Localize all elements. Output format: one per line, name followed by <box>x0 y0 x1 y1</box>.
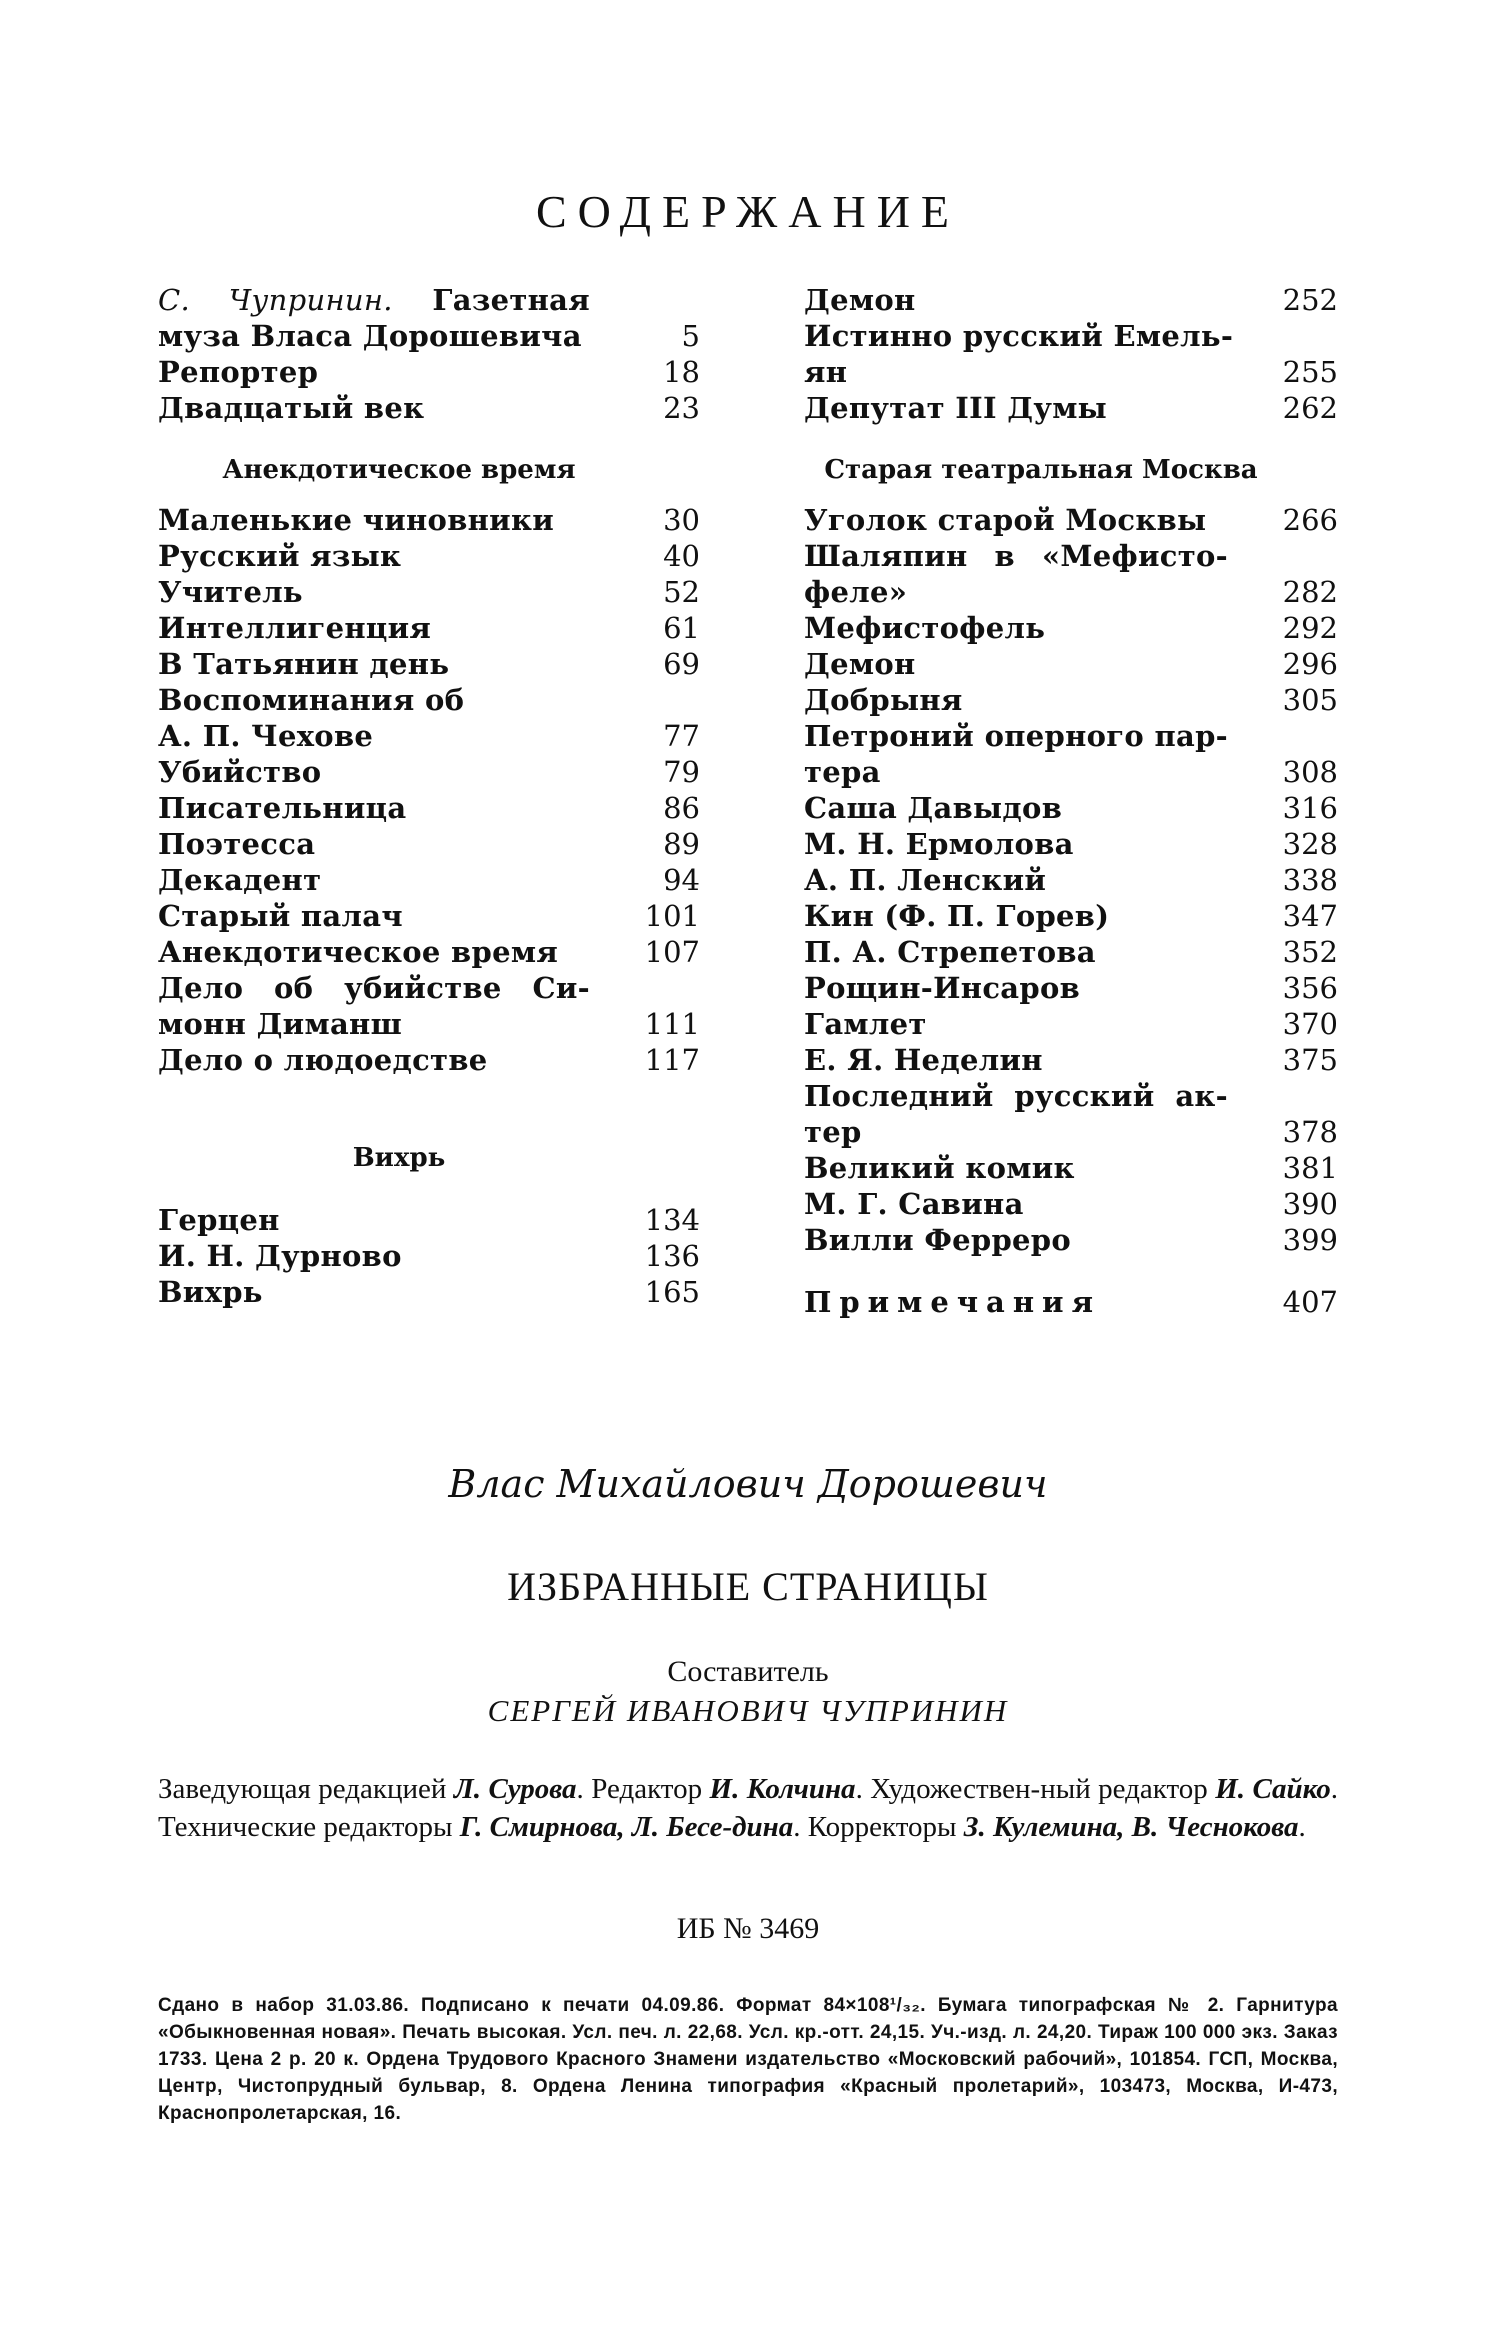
editorial-credits: Заведующая редакцией Л. Сурова. Редактор И. Колчина. Художествен-ный редактор И. Сайко. Технические редакторы Г. Смирнова, Л. Бесе-дина. Корректоры З. Кулемина, В. Чеснокова. <box>158 1773 1338 1843</box>
toc-entry-page: 375 <box>1282 1043 1338 1077</box>
toc-entry-page: 255 <box>1282 355 1338 389</box>
toc-entry-page: 356 <box>1282 971 1338 1005</box>
toc-entry-title: А. П. Ленский <box>804 863 1047 897</box>
toc-entry-page: 30 <box>663 503 700 537</box>
toc-entry-page: 136 <box>644 1239 700 1273</box>
toc-entry-title: Демон <box>804 283 916 317</box>
toc-entry-page: 338 <box>1282 863 1338 897</box>
toc-entry <box>158 1042 700 1078</box>
toc-entry-page: 18 <box>663 355 700 389</box>
toc-entry-page: 94 <box>663 863 700 897</box>
toc-entry-title: Саша Давыдов <box>804 791 1063 825</box>
toc-entry-page: 347 <box>1282 899 1338 933</box>
toc-entry-page: 296 <box>1282 647 1338 681</box>
toc-entry-title: Вилли Ферреро <box>804 1223 1072 1257</box>
compiler-name: СЕРГЕЙ ИВАНОВИЧ ЧУПРИНИН <box>487 1693 1009 1728</box>
toc-entry <box>804 790 1338 826</box>
toc-right-column <box>804 282 1338 1320</box>
toc-entry <box>158 390 700 426</box>
toc-entry-title: тер <box>804 1115 862 1149</box>
toc-entry-title: Интеллигенция <box>158 611 432 645</box>
toc-entry-title: Русский язык <box>158 539 402 573</box>
toc-entry <box>804 682 1338 718</box>
toc-entry-title: Последний русский ак- <box>804 1079 1228 1113</box>
toc-entry-page: 381 <box>1282 1151 1338 1185</box>
toc-entry-title: Писательница <box>158 791 407 825</box>
toc-entry-title: Великий комик <box>804 1151 1075 1185</box>
toc-entry <box>804 754 1338 790</box>
toc-entry <box>804 826 1338 862</box>
toc-entry-page: 266 <box>1282 503 1338 537</box>
toc-entry-title: Дело об убийстве Си- <box>158 971 590 1005</box>
toc-entry-page: 40 <box>663 539 700 573</box>
toc-entry <box>158 502 700 538</box>
imprint-details: Сдано в набор 31.03.86. Подписано к печати 04.09.86. Формат 84×108¹/₃₂. Бумага типографская № 2. Гарнитура «Обыкновенная новая». Печать высокая. Усл. печ. л. 22,68. Усл. кр.-отт. 24,15. Уч.-изд. л. 24,20. Тираж 100 000 экз. Заказ 1733. Цена 2 р. 20 к. Ордена Трудового Красного Знамени издательство «Московский рабочий», 101854. ГСП, Москва, Центр, Чистопрудный бульвар, 8. Ордена Ленина типография «Красный пролетарий», 103473, Москва, И-473, Краснопролетарская, 16. <box>158 1995 1338 2124</box>
toc-entry <box>804 898 1338 934</box>
toc-entry-title: Демон <box>804 647 916 681</box>
toc-entry-page: 316 <box>1282 791 1338 825</box>
toc-entry-title: Петроний оперного пар- <box>804 719 1228 753</box>
toc-entry-page: 86 <box>663 791 700 825</box>
toc-entry-page: 378 <box>1282 1115 1338 1149</box>
toc-entry <box>158 934 700 970</box>
toc-entry-title: Маленькие чиновники <box>158 503 555 537</box>
toc-entry-page: 117 <box>644 1043 700 1077</box>
toc-entry <box>158 282 700 318</box>
toc-entry-title: М. Г. Савина <box>804 1187 1024 1221</box>
toc-entry-page: 262 <box>1282 391 1338 425</box>
toc-left-column <box>158 282 700 1310</box>
toc-entry <box>158 790 700 826</box>
toc-title: СОДЕРЖАНИЕ <box>535 186 961 237</box>
toc-entry-title: Дело о людоедстве <box>158 1043 488 1077</box>
toc-entry-title: Репортер <box>158 355 319 389</box>
toc-entry-title: П. А. Стрепетова <box>804 935 1096 969</box>
toc-entry <box>804 538 1338 574</box>
section-heading: Старая театральная Москва <box>824 455 1258 485</box>
toc-entry-title: Декадент <box>158 863 322 897</box>
toc-entry-page: 352 <box>1282 935 1338 969</box>
toc-entry-title: Шаляпин в «Мефисто- <box>804 539 1228 573</box>
ib-number: ИБ № 3469 <box>676 1912 820 1945</box>
toc-entry-title: Старый палач <box>158 899 403 933</box>
book-title: ИЗБРАННЫЕ СТРАНИЦЫ <box>507 1564 989 1609</box>
toc-entry <box>804 1150 1338 1186</box>
toc-entry <box>804 934 1338 970</box>
toc-entry-title: Уголок старой Москвы <box>804 503 1207 537</box>
toc-entry <box>158 1238 700 1274</box>
toc-entry-title: Убийство <box>158 755 322 789</box>
toc-entry-page: 52 <box>663 575 700 609</box>
toc-entry-page: 165 <box>644 1275 700 1309</box>
toc-entry <box>158 1274 700 1310</box>
toc-entry <box>804 1042 1338 1078</box>
toc-entry <box>158 754 700 790</box>
toc-entry-page: 134 <box>644 1203 700 1237</box>
toc-entry <box>804 574 1338 610</box>
toc-entry <box>804 610 1338 646</box>
toc-entry <box>804 318 1338 354</box>
toc-entry-page: 77 <box>663 719 700 753</box>
toc-entry <box>804 1114 1338 1150</box>
toc-entry-page: 399 <box>1282 1223 1338 1257</box>
toc-entry <box>804 1222 1338 1258</box>
toc-entry-page: 79 <box>663 755 700 789</box>
toc-entry <box>158 574 700 610</box>
intro-title-line1: Газетная <box>432 283 590 317</box>
book-author: Влас Михайлович Дорошевич <box>448 1462 1048 1506</box>
toc-entry-title: В Татьянин день <box>158 647 450 681</box>
toc-entry <box>804 1078 1338 1114</box>
toc-entry <box>804 502 1338 538</box>
toc-entry-title: Гамлет <box>804 1007 927 1041</box>
toc-entry-title: Е. Я. Неделин <box>804 1043 1043 1077</box>
toc-entry-page: 328 <box>1282 827 1338 861</box>
toc-entry-title: И. Н. Дурново <box>158 1239 402 1273</box>
toc-entry <box>158 354 700 390</box>
toc-entry <box>804 970 1338 1006</box>
toc-entry <box>158 826 700 862</box>
toc-entry-page: 69 <box>663 647 700 681</box>
notes-page: 407 <box>1282 1285 1338 1319</box>
toc-entry-page: 292 <box>1282 611 1338 645</box>
toc-entry-title: Воспоминания об <box>158 683 465 717</box>
toc-entry-title: Герцен <box>158 1203 280 1237</box>
toc-entry-title: Кин (Ф. П. Горев) <box>804 899 1110 933</box>
toc-entry <box>158 718 700 754</box>
intro-title-line2: муза Власа Дорошевича <box>158 319 582 353</box>
toc-entry-page: 89 <box>663 827 700 861</box>
toc-entry-page: 61 <box>663 611 700 645</box>
toc-entry <box>158 646 700 682</box>
toc-entry <box>158 538 700 574</box>
toc-entry <box>804 718 1338 754</box>
notes-title: Примечания <box>804 1285 1101 1319</box>
toc-entry <box>158 682 700 718</box>
toc-entry-title: Рощин-Инсаров <box>804 971 1081 1005</box>
toc-entry <box>804 1006 1338 1042</box>
intro-author: С. Чупринин. <box>158 283 393 317</box>
toc-entry <box>158 862 700 898</box>
section-heading: Вихрь <box>352 1143 446 1173</box>
toc-entry <box>158 898 700 934</box>
toc-entry-title: Вихрь <box>158 1275 263 1309</box>
toc-entry-title: феле» <box>804 575 908 609</box>
toc-entry <box>804 646 1338 682</box>
compiler-label: Составитель <box>667 1655 829 1688</box>
toc-entry-page: 305 <box>1282 683 1338 717</box>
toc-entry <box>158 318 700 354</box>
toc-entry-title: Депутат III Думы <box>804 391 1108 425</box>
toc-entry-title: монн Диманш <box>158 1007 403 1041</box>
toc-entry <box>158 1006 700 1042</box>
toc-entry-page: 107 <box>644 935 700 969</box>
toc-entry-page: 308 <box>1282 755 1338 789</box>
toc-entry-page: 111 <box>644 1007 700 1041</box>
toc-entry <box>804 390 1338 426</box>
toc-entry-page: 282 <box>1282 575 1338 609</box>
toc-entry-title: Мефистофель <box>804 611 1046 645</box>
toc-entry <box>158 1202 700 1238</box>
toc-entry-title: тера <box>804 755 881 789</box>
toc-entry <box>804 354 1338 390</box>
toc-entry-title: Учитель <box>158 575 303 609</box>
intro-page: 5 <box>681 319 700 353</box>
toc-entry-title: А. П. Чехове <box>158 719 374 753</box>
toc-entry-title: М. Н. Ермолова <box>804 827 1074 861</box>
toc-entry-notes <box>804 1284 1338 1320</box>
toc-entry-page: 23 <box>663 391 700 425</box>
toc-entry-title: Двадцатый век <box>158 391 425 425</box>
toc-entry-title: Добрыня <box>804 683 963 717</box>
toc-entry <box>158 970 700 1006</box>
toc-entry <box>804 862 1338 898</box>
toc-entry <box>804 1186 1338 1222</box>
toc-entry-page: 390 <box>1282 1187 1338 1221</box>
toc-entry-page: 370 <box>1282 1007 1338 1041</box>
toc-entry-page: 101 <box>644 899 700 933</box>
toc-entry <box>158 610 700 646</box>
toc-entry <box>804 282 1338 318</box>
toc-entry-title: ян <box>804 355 848 389</box>
toc-entry-title: Поэтесса <box>158 827 316 861</box>
toc-entry-page: 252 <box>1282 283 1338 317</box>
toc-entry-title: Анекдотическое время <box>158 935 559 969</box>
section-heading: Анекдотическое время <box>222 455 576 485</box>
toc-entry-title: Истинно русский Емель- <box>804 319 1234 353</box>
